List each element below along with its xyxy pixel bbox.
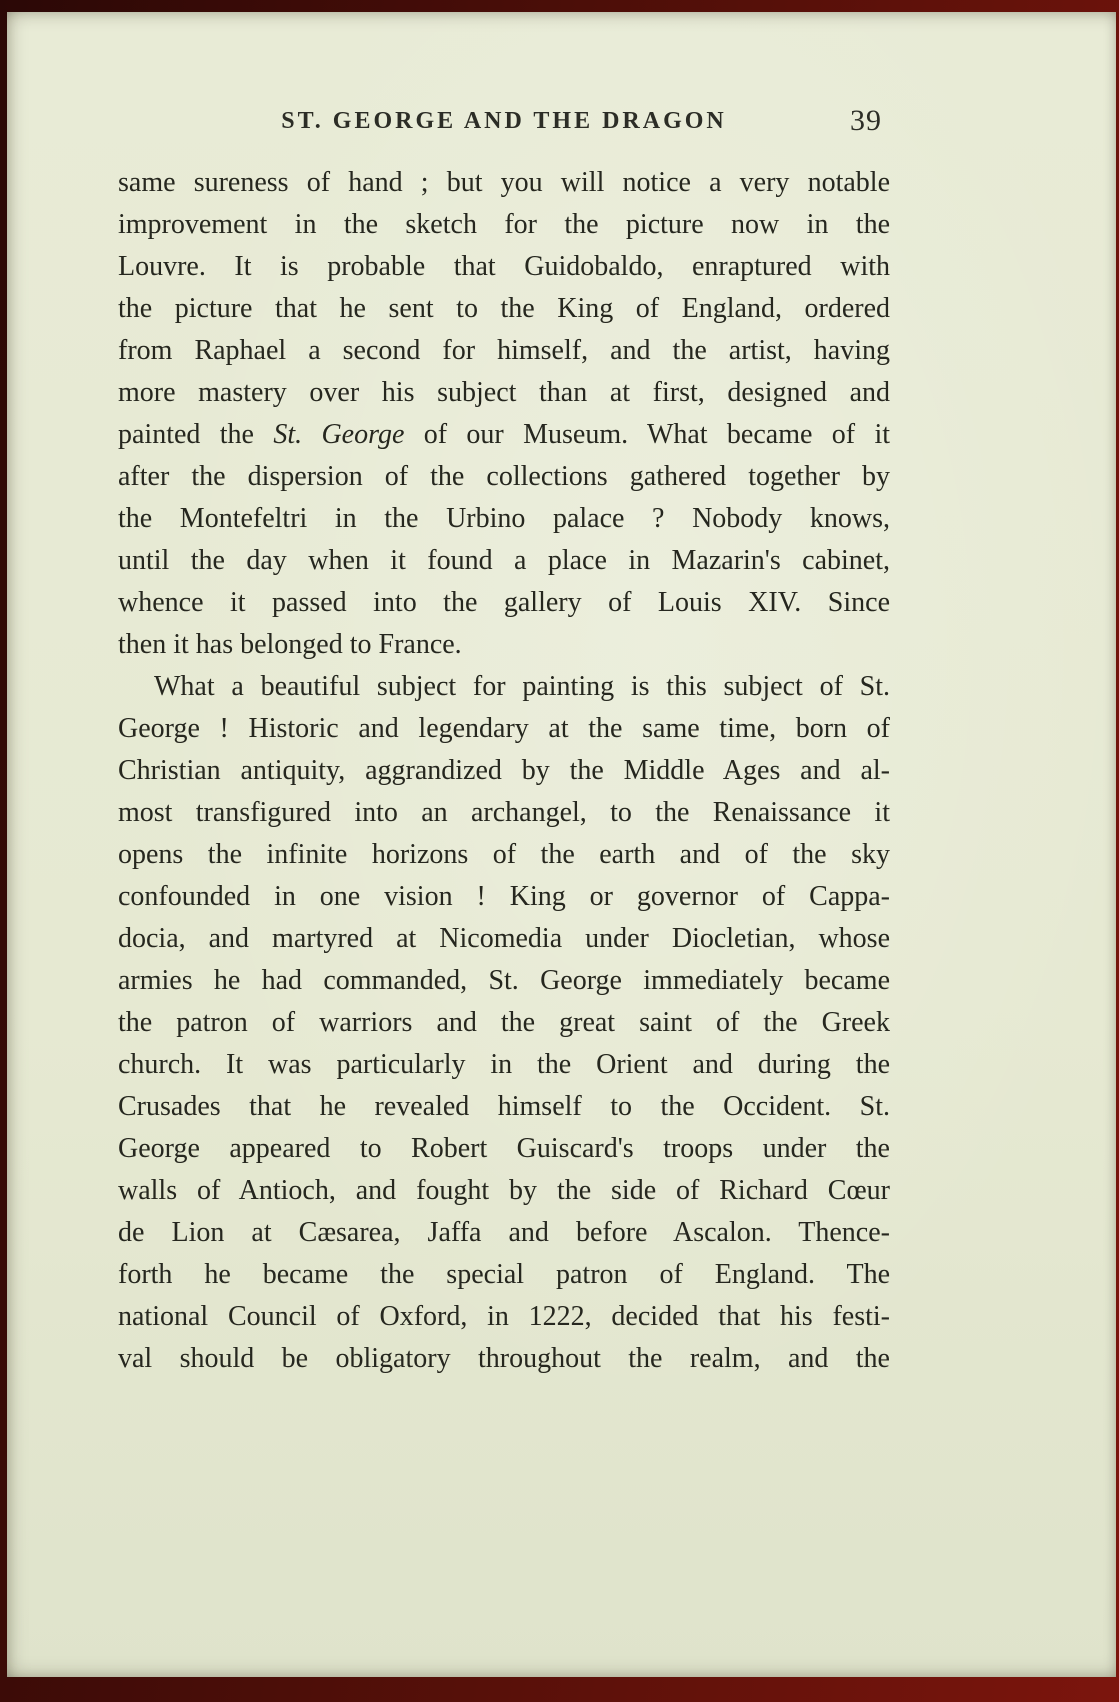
plain-text: What a beautiful subject for painting is this subject of St. xyxy=(154,671,890,702)
text-line xyxy=(118,666,890,708)
text-line xyxy=(118,1002,890,1044)
text-line xyxy=(118,708,890,750)
plain-text: val should be obligatory throughout the realm, and the xyxy=(118,1343,890,1374)
page-content xyxy=(118,12,890,1380)
text-line xyxy=(118,582,890,624)
plain-text: whence it passed into the gallery of Louis XIV. Since xyxy=(118,587,890,618)
plain-text: docia, and martyred at Nicomedia under Diocletian, whose xyxy=(118,923,890,954)
text-line xyxy=(118,372,890,414)
text-line xyxy=(118,876,890,918)
page-header xyxy=(118,104,890,138)
plain-text: forth he became the special patron of England. The xyxy=(118,1259,890,1290)
text-line xyxy=(118,792,890,834)
plain-text: of our Museum. What became of it xyxy=(404,419,891,450)
paragraph xyxy=(118,162,890,666)
plain-text: George ! Historic and legendary at the same time, born of xyxy=(118,713,890,744)
text-line xyxy=(118,1212,890,1254)
body-text xyxy=(118,162,890,1380)
text-line xyxy=(118,540,890,582)
text-line xyxy=(118,750,890,792)
text-line xyxy=(118,414,890,456)
plain-text: painted the xyxy=(118,419,274,450)
running-title: ST. GEORGE AND THE DRAGON xyxy=(281,108,727,134)
plain-text: Christian antiquity, aggrandized by the Middle Ages and al- xyxy=(118,755,890,786)
text-line xyxy=(118,624,890,666)
plain-text: the patron of warriors and the great saint of the Greek xyxy=(118,1007,890,1038)
plain-text: national Council of Oxford, in 1222, decided that his festi- xyxy=(118,1301,890,1332)
plain-text: church. It was particularly in the Orient and during the xyxy=(118,1049,890,1080)
plain-text: walls of Antioch, and fought by the side of Richard Cœur xyxy=(118,1175,890,1206)
plain-text: same sureness of hand ; but you will notice a very notable xyxy=(118,167,890,198)
text-line xyxy=(118,288,890,330)
plain-text: the picture that he sent to the King of England, ordered xyxy=(118,293,890,324)
text-line xyxy=(118,1296,890,1338)
plain-text: armies he had commanded, St. George immediately became xyxy=(118,965,890,996)
paragraph xyxy=(118,666,890,1380)
text-line xyxy=(118,834,890,876)
text-line xyxy=(118,918,890,960)
plain-text: George appeared to Robert Guiscard's troops under the xyxy=(118,1133,890,1164)
plain-text: opens the infinite horizons of the earth and of the sky xyxy=(118,839,890,870)
text-line xyxy=(118,246,890,288)
plain-text: then it has belonged to France. xyxy=(118,629,462,660)
plain-text: more mastery over his subject than at first, designed and xyxy=(118,377,890,408)
plain-text: Crusades that he revealed himself to the Occident. St. xyxy=(118,1091,890,1122)
text-line xyxy=(118,1254,890,1296)
text-line xyxy=(118,456,890,498)
plain-text: the Montefeltri in the Urbino palace ? Nobody knows, xyxy=(118,503,890,534)
text-line xyxy=(118,162,890,204)
plain-text: after the dispersion of the collections gathered together by xyxy=(118,461,890,492)
plain-text: confounded in one vision ! King or governor of Cappa- xyxy=(118,881,890,912)
text-line xyxy=(118,1128,890,1170)
text-line xyxy=(118,204,890,246)
text-line xyxy=(118,330,890,372)
italic-text: St. George xyxy=(273,419,405,450)
plain-text: de Lion at Cæsarea, Jaffa and before Ascalon. Thence- xyxy=(118,1217,890,1248)
text-line xyxy=(118,1170,890,1212)
text-line xyxy=(118,1086,890,1128)
book-page xyxy=(7,12,1116,1677)
plain-text: until the day when it found a place in Mazarin's cabinet, xyxy=(118,545,890,576)
text-line xyxy=(118,1044,890,1086)
plain-text: Louvre. It is probable that Guidobaldo, enraptured with xyxy=(118,251,890,282)
text-line xyxy=(118,1338,890,1380)
plain-text: improvement in the sketch for the picture now in the xyxy=(118,209,890,240)
page-number: 39 xyxy=(850,104,882,137)
plain-text: from Raphael a second for himself, and the artist, having xyxy=(118,335,890,366)
plain-text: most transfigured into an archangel, to the Renaissance it xyxy=(118,797,890,828)
text-line xyxy=(118,498,890,540)
text-line xyxy=(118,960,890,1002)
